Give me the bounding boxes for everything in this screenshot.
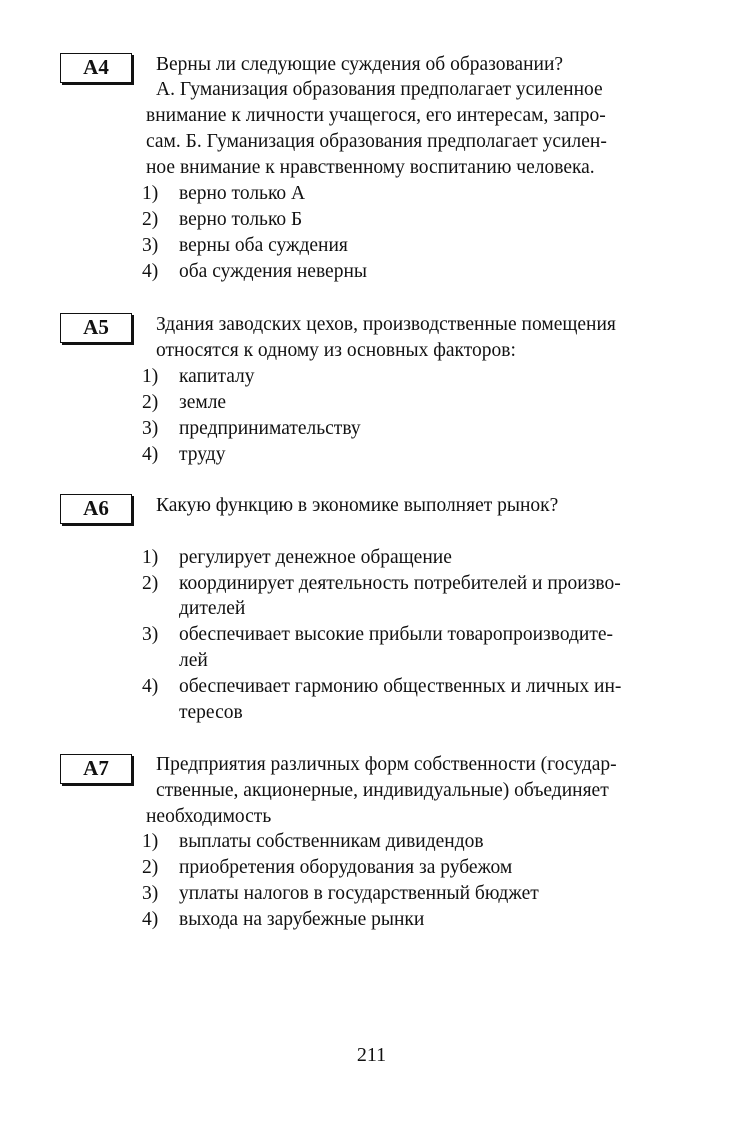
option-text: оба суждения неверны — [179, 261, 367, 282]
option-text: регулирует денежное обращение — [179, 547, 452, 568]
option-text: верно только Б — [179, 209, 303, 230]
question-text-line: относятся к одному из основных факторов: — [156, 340, 516, 361]
question-label-box: A7 — [60, 754, 132, 784]
question-label-box: A5 — [60, 313, 132, 343]
page-number: 211 — [356, 1044, 387, 1066]
question-text-line: Здания заводских цехов, производственные помещения — [156, 314, 616, 335]
question-text-line: Предприятия различных форм собственности (государ- — [156, 754, 617, 775]
option-text: земле — [179, 392, 227, 413]
question-text-line: ное внимание к нравственному воспитанию человека. — [146, 157, 595, 178]
option-number: 3) — [142, 418, 159, 439]
question-label-box: A6 — [60, 494, 132, 524]
option-text: координирует деятельность потребителей и произво- — [179, 573, 621, 594]
option-text: верны оба суждения — [179, 235, 348, 256]
question-text-line: ственные, акционерные, индивидуальные) объединяет — [156, 780, 609, 801]
question-text-line: сам. Б. Гуманизация образования предполагает усилен- — [146, 131, 607, 152]
option-text: верно только А — [179, 183, 306, 204]
option-number: 3) — [142, 624, 159, 645]
option-text: выплаты собственникам дивидендов — [179, 831, 484, 852]
option-number: 4) — [142, 444, 159, 465]
option-number: 4) — [142, 261, 159, 282]
option-number: 2) — [142, 209, 159, 230]
option-text: тересов — [179, 702, 243, 723]
option-text: предпринимательству — [179, 418, 361, 439]
option-number: 1) — [142, 831, 159, 852]
option-text: дителей — [179, 598, 246, 619]
option-text: обеспечивает высокие прибыли товаропроизводите- — [179, 624, 614, 645]
option-text: лей — [179, 650, 208, 671]
question-text-line: Какую функцию в экономике выполняет рынок? — [156, 495, 559, 516]
question-label-box: A4 — [60, 53, 132, 83]
question-text-line: внимание к личности учащегося, его интересам, запро- — [146, 105, 606, 126]
option-number: 1) — [142, 183, 159, 204]
option-text: выхода на зарубежные рынки — [179, 909, 425, 930]
question-text-line: А. Гуманизация образования предполагает усиленное — [156, 79, 603, 100]
option-text: обеспечивает гармонию общественных и личных ин- — [179, 676, 622, 697]
option-number: 4) — [142, 909, 159, 930]
question-text-line: необходимость — [146, 806, 272, 827]
option-text: капиталу — [179, 366, 255, 387]
question-text-line: Верны ли следующие суждения об образовании? — [156, 54, 564, 75]
option-text: труду — [179, 444, 226, 465]
option-number: 2) — [142, 573, 159, 594]
option-text: уплаты налогов в государственный бюджет — [179, 883, 539, 904]
option-number: 2) — [142, 857, 159, 878]
option-text: приобретения оборудования за рубежом — [179, 857, 513, 878]
option-number: 1) — [142, 547, 159, 568]
option-number: 3) — [142, 235, 159, 256]
option-number: 1) — [142, 366, 159, 387]
option-number: 2) — [142, 392, 159, 413]
option-number: 3) — [142, 883, 159, 904]
option-number: 4) — [142, 676, 159, 697]
